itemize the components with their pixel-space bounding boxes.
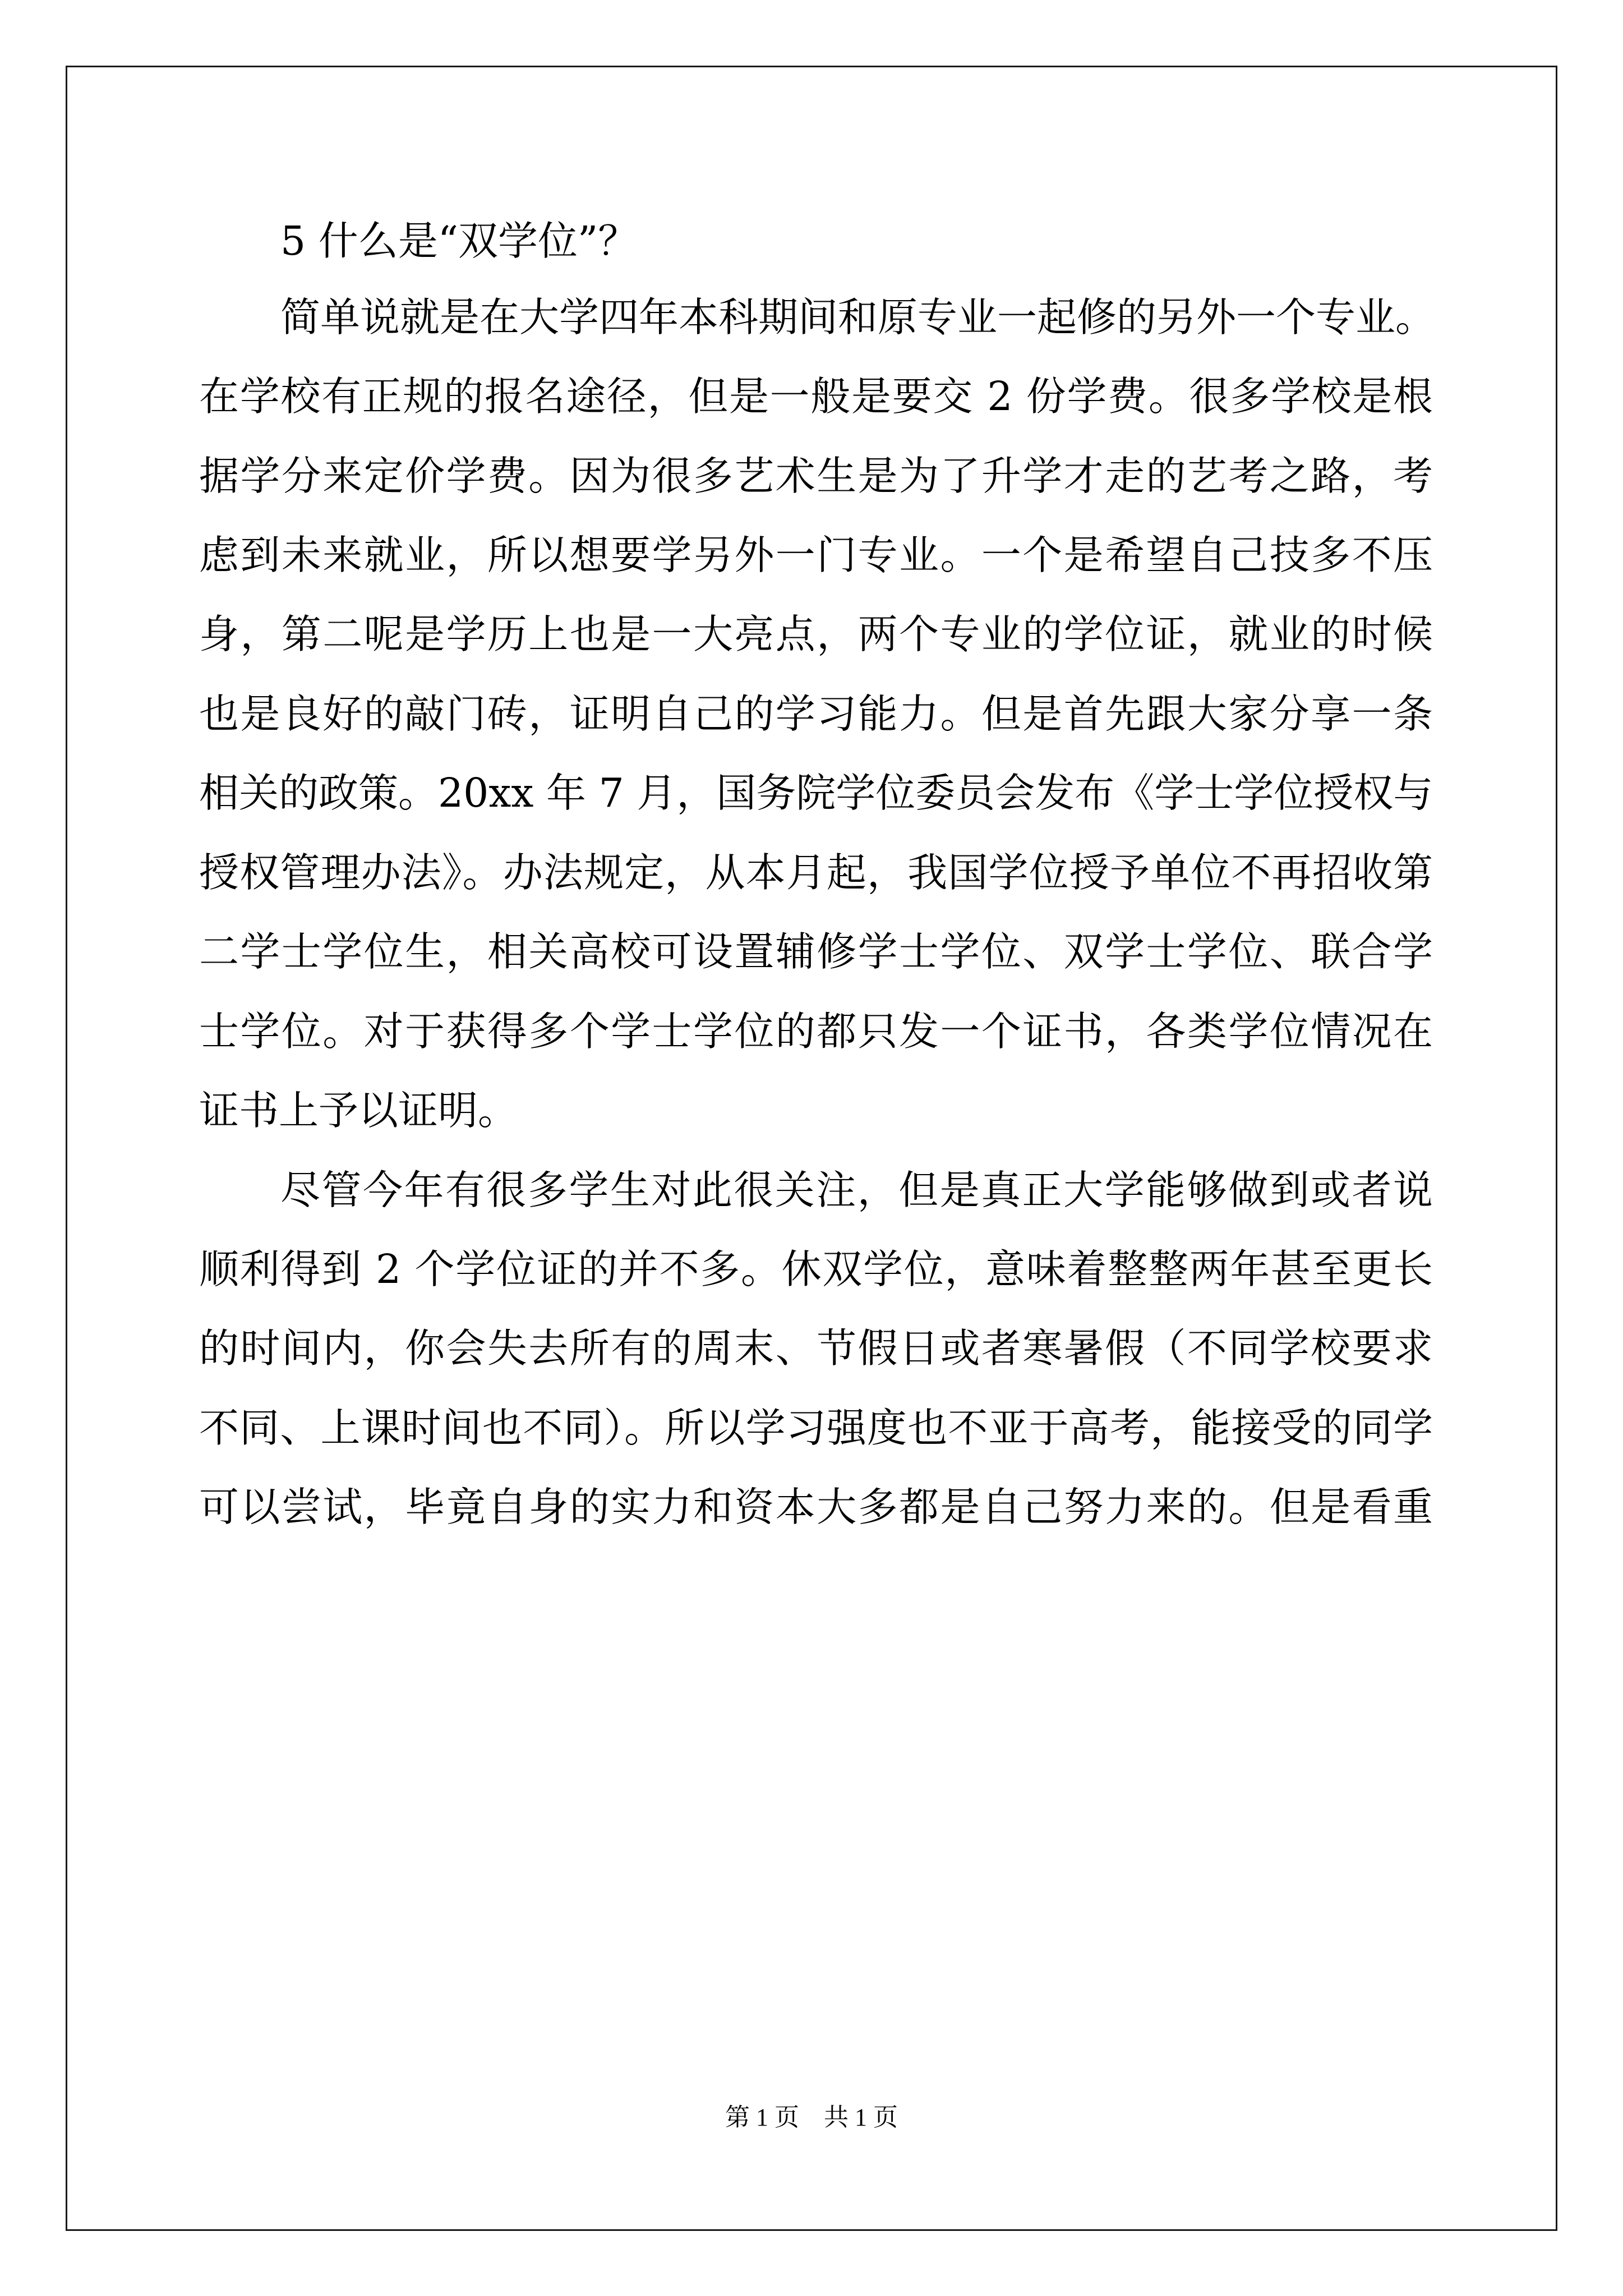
text-line: 不同、上课时间也不同）。所以学习强度也不亚于高考，能接受的同学	[199, 1405, 1433, 1451]
text-line: 二学士学位生，相关高校可设置辅修学士学位、双学士学位、联合学	[199, 928, 1433, 975]
text-line: 顺利得到 2 个学位证的并不多。休双学位，意味着整整两年甚至更长	[199, 1246, 1433, 1292]
text-line: 可以尝试，毕竟自身的实力和资本大多都是自己努力来的。但是看重	[199, 1484, 1433, 1530]
document-body	[199, 0, 1436, 2019]
text-line: 也是良好的敲门砖，证明自己的学习能力。但是首先跟大家分享一条	[199, 691, 1433, 737]
text-line: 据学分来定价学费。因为很多艺术生是为了升学才走的艺考之路，考	[199, 453, 1433, 499]
text-line: 授权管理办法》。办法规定，从本月起，我国学位授予单位不再招收第	[199, 849, 1433, 896]
text-line: 在学校有正规的报名途径，但是一般是要交 2 份学费。很多学校是根	[199, 373, 1433, 420]
page-number: 第 1 页 共 1 页	[725, 2104, 898, 2131]
text-line: 证书上予以证明。	[199, 1087, 518, 1134]
text-line: 尽管今年有很多学生对此很关注，但是真正大学能够做到或者说	[280, 1167, 1433, 1213]
text-line: 的时间内，你会失去所有的周末、节假日或者寒暑假（不同学校要求	[199, 1325, 1433, 1372]
text-line: 简单说就是在大学四年本科期间和原专业一起修的另外一个专业。	[280, 294, 1436, 341]
text-line: 士学位。对于获得多个学士学位的都只发一个证书，各类学位情况在	[199, 1008, 1433, 1055]
section-heading: 5 什么是“双学位”？	[280, 218, 638, 264]
text-line: 相关的政策。20xx 年 7 月，国务院学位委员会发布《学士学位授权与	[199, 770, 1433, 816]
text-line: 虑到未来就业，所以想要学另外一门专业。一个是希望自己技多不压	[199, 532, 1433, 578]
text-line: 身，第二呢是学历上也是一大亮点，两个专业的学位证，就业的时候	[199, 611, 1433, 657]
